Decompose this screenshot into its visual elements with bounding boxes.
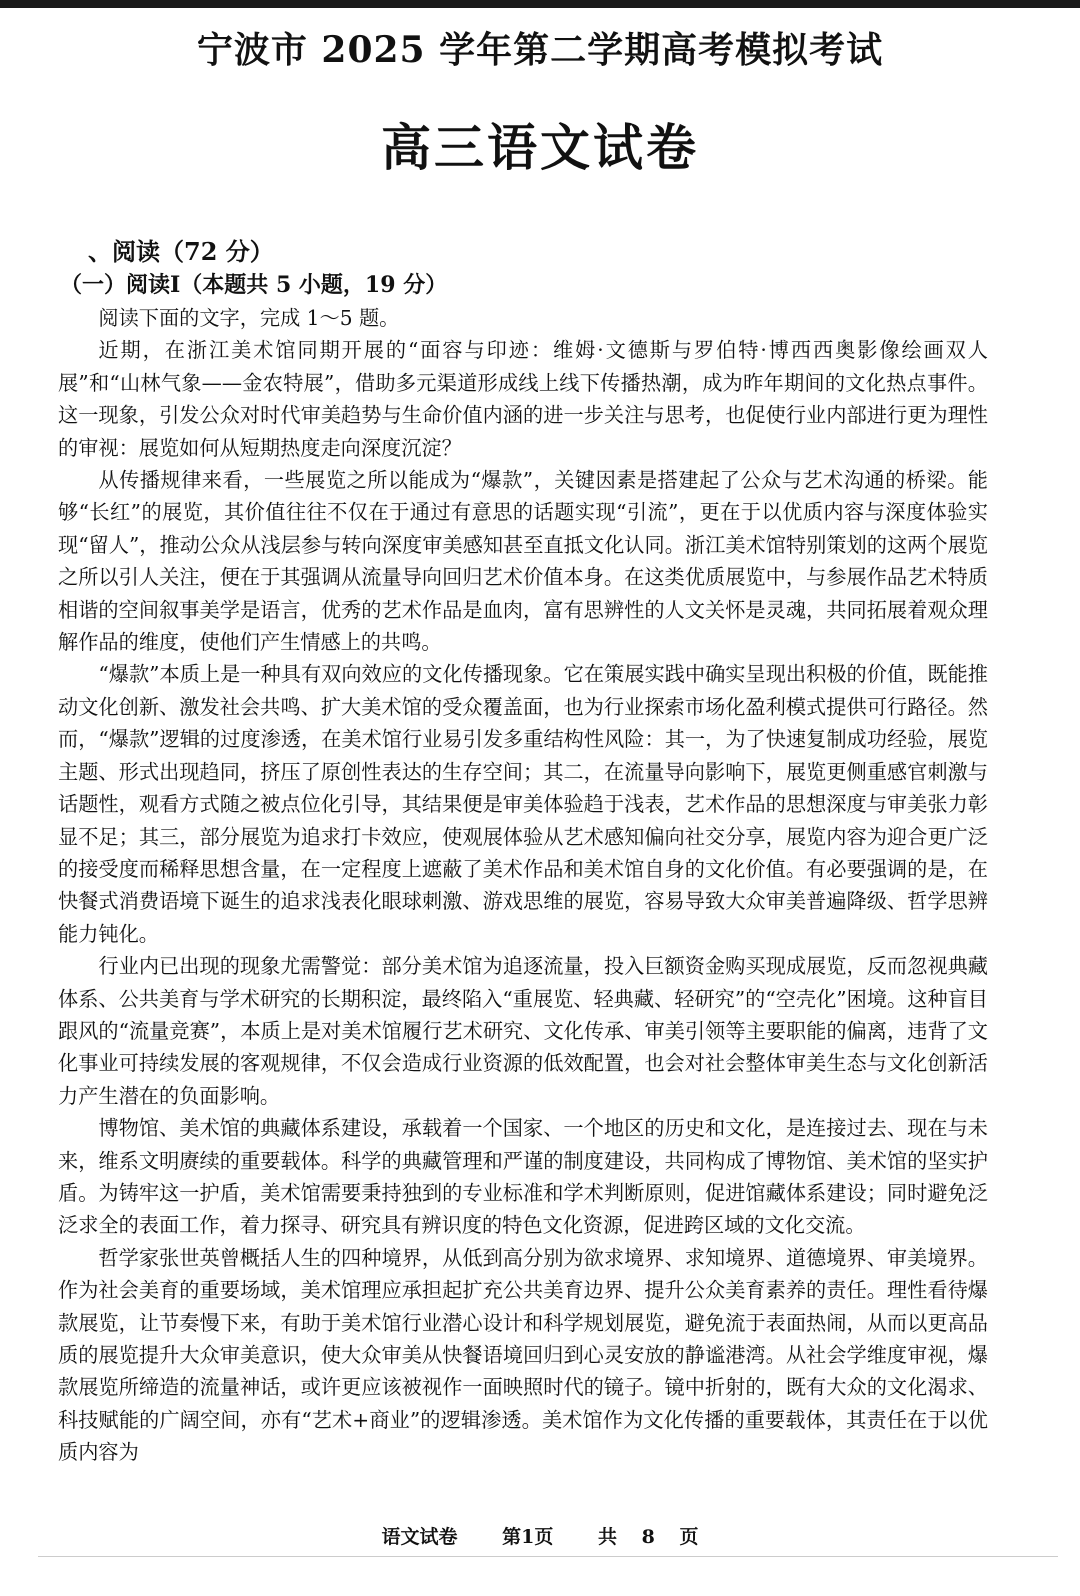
paper-title: 高三语文试卷 [381, 118, 699, 177]
footer-total-pages: 共 8 页 [598, 1526, 699, 1548]
top-edge-rule [0, 0, 1080, 8]
exam-title: 宁波市 2025 学年第二学期高考模拟考试 [196, 29, 884, 71]
instruction-line: 阅读下面的文字，完成 1～5 题。 [98, 306, 400, 330]
page-footer [0, 1522, 1080, 1549]
footer-subject: 语文试卷 [381, 1526, 458, 1548]
passage-paragraph: 近期，在浙江美术馆同期开展的“面容与印迹：维姆·文德斯与罗伯特·博西西奥影像绘画双人展”和“山林气象——金农特展”，借助多元渠道形成线上线下传播热潮，成为昨年期间的文化热点事件。这一现象，引发公众对时代审美趋势与生命价值内涵的进一步关注与思考，也促使行业内部进行更为理性的审视：展览如何从短期热度走向深度沉淀？ [58, 338, 988, 460]
reading-passage [58, 302, 988, 1469]
footer-page-number: 第1页 [502, 1526, 554, 1548]
section-heading: 、阅读（72 分） [88, 237, 274, 266]
bottom-rule [38, 1556, 1058, 1557]
passage-paragraph: 博物馆、美术馆的典藏体系建设，承载着一个国家、一个地区的历史和文化，是连接过去、现在与未来，维系文明赓续的重要载体。科学的典藏管理和严谨的制度建设，共同构成了博物馆、美术馆的坚实护盾。为铸牢这一护盾，美术馆需要秉持独到的专业标准和学术判断原则，促进馆藏体系建设；同时避免泛泛求全的表面工作，着力探寻、研究具有辨识度的特色文化资源，促进跨区域的文化交流。 [58, 1116, 988, 1238]
passage-paragraph: “爆款”本质上是一种具有双向效应的文化传播现象。它在策展实践中确实呈现出积极的价值，既能推动文化创新、激发社会共鸣、扩大美术馆的受众覆盖面，也为行业探索市场化盈利模式提供可行路径。然而，“爆款”逻辑的过度渗透，在美术馆行业易引发多重结构性风险：其一，为了快速复制成功经验，展览主题、形式出现趋同，挤压了原创性表达的生存空间；其二，在流量导向影响下，展览更侧重感官刺激与话题性，观看方式随之被点位化引导，其结果便是审美体验趋于浅表，艺术作品的思想深度与审美张力彰显不足；其三，部分展览为追求打卡效应，使观展体验从艺术感知偏向社交分享，展览内容为迎合更广泛的接受度而稀释思想含量，在一定程度上遮蔽了美术作品和美术馆自身的文化价值。有必要强调的是，在快餐式消费语境下诞生的追求浅表化眼球刺激、游戏思维的展览，容易导致大众审美普遍降级、哲学思辨能力钝化。 [58, 662, 988, 946]
passage-paragraph: 行业内已出现的现象尤需警觉：部分美术馆为追逐流量，投入巨额资金购买现成展览，反而忽视典藏体系、公共美育与学术研究的长期积淀，最终陷入“重展览、轻典藏、轻研究”的“空壳化”困境。这种盲目跟风的“流量竞赛”，本质上是对美术馆履行艺术研究、文化传承、审美引领等主要职能的偏离，违背了文化事业可持续发展的客观规律，不仅会造成行业资源的低效配置，也会对社会整体审美生态与文化创新活力产生潜在的负面影响。 [58, 954, 988, 1108]
passage-paragraph: 哲学家张世英曾概括人生的四种境界，从低到高分别为欲求境界、求知境界、道德境界、审美境界。作为社会美育的重要场域，美术馆理应承担起扩充公共美育边界、提升公众美育素养的责任。理性看待爆款展览，让节奏慢下来，有助于美术馆行业潜心设计和科学规划展览，避免流于表面热闹，从而以更高品质的展览提升大众审美意识，使大众审美从快餐语境回归到心灵安放的静谧港湾。从社会学维度审视，爆款展览所缔造的流量神话，或许更应该被视作一面映照时代的镜子。镜中折射的，既有大众的文化渴求、科技赋能的广阔空间，亦有“艺术+商业”的逻辑渗透。美术馆作为文化传播的重要载体，其责任在于以优质内容为 [58, 1245, 988, 1465]
subsection-heading: （一）阅读Ⅰ（本题共 5 小题，19 分） [60, 272, 448, 298]
passage-paragraph: 从传播规律来看，一些展览之所以能成为“爆款”，关键因素是搭建起了公众与艺术沟通的桥梁。能够“长红”的展览，其价值往往不仅在于通过有意思的话题实现“引流”，更在于以优质内容与深度体验实现“留人”，推动公众从浅层参与转向深度审美感知甚至直抵文化认同。浙江美术馆特别策划的这两个展览之所以引人关注，便在于其强调从流量导向回归艺术价值本身。在这类优质展览中，与参展作品艺术特质相谐的空间叙事美学是语言，优秀的艺术作品是血肉，富有思辨性的人文关怀是灵魂，共同拓展着观众理解作品的维度，使他们产生情感上的共鸣。 [58, 468, 988, 655]
